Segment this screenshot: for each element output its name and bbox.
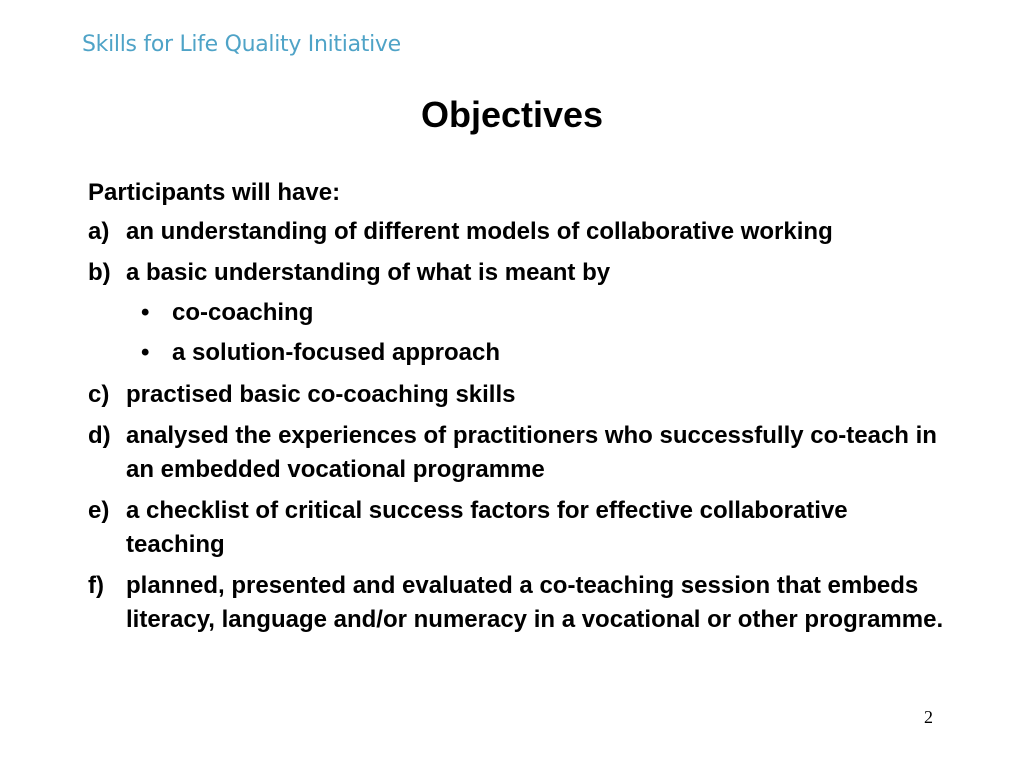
list-marker: a) bbox=[88, 218, 110, 245]
list-marker: c) bbox=[88, 381, 110, 408]
sub-list-item-text: a solution-focused approach bbox=[172, 339, 501, 366]
sub-list-item-text: co-coaching bbox=[172, 299, 314, 326]
list-item-text: an understanding of different models of collaborative working bbox=[126, 218, 833, 245]
list-item-text: planned, presented and evaluated a co-teaching session that embeds literacy, language and/or numeracy in a vocational or other programme. bbox=[126, 572, 944, 633]
brand-logo-text: Skills for Life Quality Initiative bbox=[82, 32, 401, 57]
page-number: 2 bbox=[924, 707, 933, 727]
intro-text: Participants will have: bbox=[88, 179, 341, 206]
list-item-text: a checklist of critical success factors for effective collaborative teaching bbox=[126, 497, 848, 558]
list-item-text: analysed the experiences of practitioners who successfully co-teach in an embedded vocational programme bbox=[126, 422, 937, 483]
bullet-icon: • bbox=[141, 299, 150, 326]
list-marker: f) bbox=[88, 572, 104, 599]
list-item bbox=[88, 256, 948, 290]
list-item bbox=[88, 569, 948, 637]
objectives-list bbox=[88, 176, 948, 644]
bullet-icon: • bbox=[141, 339, 150, 366]
list-item-text: practised basic co-coaching skills bbox=[126, 381, 516, 408]
list-marker: b) bbox=[88, 259, 111, 286]
list-item bbox=[88, 494, 948, 562]
list-item bbox=[88, 215, 948, 249]
list-item bbox=[88, 419, 948, 487]
slide-title: Objectives bbox=[420, 94, 604, 135]
sub-list-item bbox=[88, 296, 948, 330]
list-item-text: a basic understanding of what is meant by bbox=[126, 259, 611, 286]
list-marker: d) bbox=[88, 422, 111, 449]
list-item bbox=[88, 378, 948, 412]
list-marker: e) bbox=[88, 497, 110, 524]
sub-list-item bbox=[88, 336, 948, 370]
